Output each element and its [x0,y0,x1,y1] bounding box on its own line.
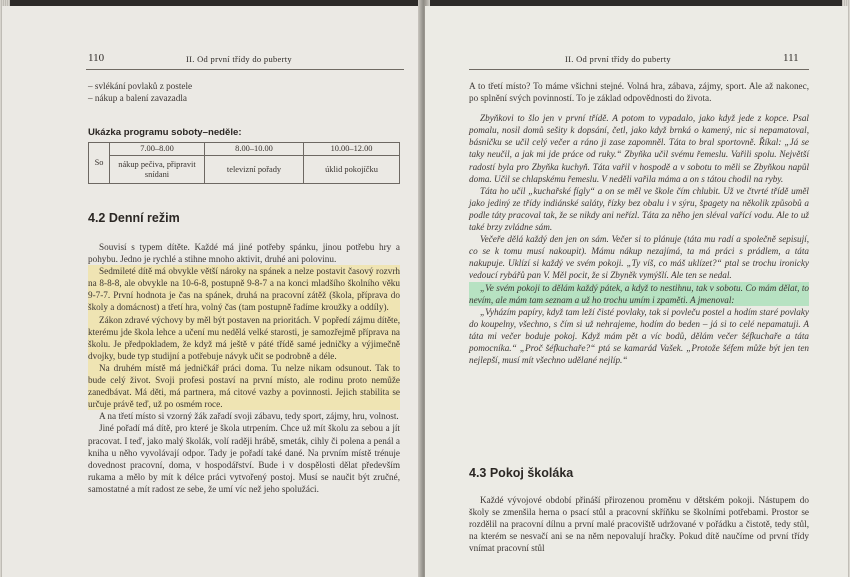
section-heading-4-2: 4.2 Denní režim [88,211,180,225]
paragraph: Každé vývojové období přináší přirozenou proměnu v dětském pokoji. Nástupem do školy se zmenšila herna o psací stůl a pracovní skříňku se školními potřebami. Prostor se rozdělil na pracovní dílnu a první malé pracoviště udržované v pořádku a čistotě, tedy stůl, na kterém se nesvačí ani se na něm nepovalují hračky. Pokud dítě naučíme od první třídy vnímat pracovní stůl [469,495,809,554]
section-heading-4-3: 4.3 Pokoj školáka [469,466,574,480]
table-cell-time: 8.00–10.00 [205,143,304,156]
paragraph: Na druhém místě má jedničkář práci doma. Tu nelze nikam odsunout. Tak to bude celý život. Svoji profesi postaví na první místo, ale rodinu proto nemůže zanedbávat. Má děti, má partnera, má citové vazby a povinnosti. Jejich stabilita se určuje právě teď, už po osmém roce. [88,362,400,410]
right-body-text [469,80,809,366]
paragraph: A to třetí místo? To máme všichni stejné. Volná hra, zábava, zájmy, sport. Ale až nakonec, po splnění svých povinností. To je základ odpovědnosti do života. [469,81,809,104]
paragraph: Zákon zdravé výchovy by měl být postaven na prioritách. V popředí zájmu dítěte, kterému jde škola lehce a učení mu nedělá velké starosti, je samozřejmě příprava na školu. Je předpokladem, že když má ještě v páté třídě samé jedničky a výjimečně dvojky, bude typ studijní a potřebuje návyk učit se podrobně a déle. [88,314,400,361]
story-paragraph: Večeře dělá každý den jen on sám. Večer si to plánuje (táta mu radí a společně sepisují, co se k tomu musí nakoupit). Mámu nákup nezajímá, ta má práci s prádlem, a táta nakupuje. Uklízí si každý ve svém pokoji. „Ty víš, co máš uklízet?“ ptal se trochu ironicky vedoucí rybářů pan V. Měl pocit, že si Zbyněk vymýšlí. Ale ten se nedal. [469,234,809,281]
saturday-schedule-table [88,142,400,184]
page-number-left: 110 [88,52,105,64]
page-number-right: 111 [783,52,799,64]
header-rule-right [469,69,809,70]
story-paragraph: Zbyňkovi to šlo jen v první třídě. A potom to vypadalo, jako když jede z kopce. Psal pomalu, nosil domů sešity k dopsání, četl, jako když brnká o kamený, nic si nepamatoval, básničku se učil celý večer a ráno ji zase zapomněl. Táta to bral sportovně. Říkal: „Já se taky neučil, a jak mi jde práce od ruky.“ Zbyňka učil svému řemeslu. Vařili spolu. Největší radostí byla pro Zbyňka kuchyň. Táta vařil v hospodě a v sobotu to měli se Zbyňkou napůl doma. Učil se chlapskému řemeslu. V neděli vařila máma a on s tátou chodil na ryby. [469,113,809,184]
list-item: – svlékání povlaků z postele [88,81,193,91]
paragraph: Sedmileté dítě má obvykle větší nároky na spánek a nelze postavit časový rozvrh na 8-8-8, ale obvykle na 10-6-8, postupně 9-8-7 a na konci mladšího školního věku 9-7-7. První hodnota je čas na spánek, druhá na pracovní zátěž (škola, příprava do školy a domácnost) a třetí hra, volný čas (tam postupně řadíme kroužky a oddíly). [88,266,400,313]
table-cell-time: 7.00–8.00 [110,143,205,156]
table-caption: Ukázka programu soboty–neděle: [88,127,242,138]
story-paragraph: Táta ho učil „kuchařské fígly“ a on se měl ve škole čím chlubit. Už ve čtvrté třídě uměl jako jediný ze třídy indiánské saláty, řízky bez obalu i v sýru, špagety na několik způsobů a podle táty pracoval tak, že se nikdy ani neřízl. Táta za něho jen sléval vařící vodu. Ale to už také brzy zvládne sám. [469,185,809,233]
right-page [425,6,848,577]
list-item: – nákup a balení zavazadla [88,93,187,104]
paragraph: Souvisí s typem dítěte. Každé má jiné potřeby spánku, jinou potřebu hry a pohybu. Jedno je rychlé a stihne mnoho aktivit, druhé ani polovinu. [88,242,400,265]
paragraph: Jiné pořadí má dítě, pro které je škola utrpením. Chce už mít školu za sebou a jít pracovat. I teď, jako malý školák, volí raději hrábě, smeták, cihly či polena a penál a kniha u něho vyvolávají odpor. Tady je pořadí také dané. Na prvním místě trénuje dovednost pracovní, doma, v hospodářství. Bude i v dospělosti dělat především rukama a mělo by mít k délce práci vytvořený postoj. Musí se naučit být zručné, samostatné a mít radost ze sebe, že umí víc než jeho spolužáci. [88,423,400,494]
left-page [2,6,423,577]
table-cell-activity: nákup pečiva, připravit snídani [110,156,205,184]
table-cell-activity: televizní pořady [205,156,304,184]
table-cell-time: 10.00–12.00 [304,143,400,156]
left-body-text [88,241,400,495]
section-4-3-text [469,494,809,554]
running-head-left: II. Od první třídy do puberty [186,54,292,64]
story-paragraph: „Vyházím papíry, když tam leží čisté povlaky, tak si povleču postel a hodím staré povlaky do koupelny, všechno, s čím si už nehrajeme, hodím do beden – já si to celé nepamatuji. A táta mi večer boduje pokoj. Když mám pět a víc bodů, dělám večer šéfkuchaře a táta pomocníka.“ „Proč šéfkuchaře?“ ptá se kamarád Vašek. „Protože šéfem může být jen ten nejlepší, musí mít všechno udělané nejlíp.“ [469,306,809,366]
story-paragraph: „Ve svém pokoji to dělám každý pátek, a když to nestihnu, tak v sobotu. Co mám dělat, to nevím, ale mám tam seznam a už ho trochu umím i zpaměti. A jmenoval: [469,282,809,305]
row-label: So [89,143,110,184]
header-rule-left [86,69,404,70]
paragraph: A na třetí místo si vzorný žák zařadí svoji zábavu, tedy sport, zájmy, hru, volnost. [99,411,399,422]
table-cell-activity: úklid pokojíčku [304,156,400,184]
list [88,80,398,104]
running-head-right: II. Od první třídy do puberty [565,54,671,64]
